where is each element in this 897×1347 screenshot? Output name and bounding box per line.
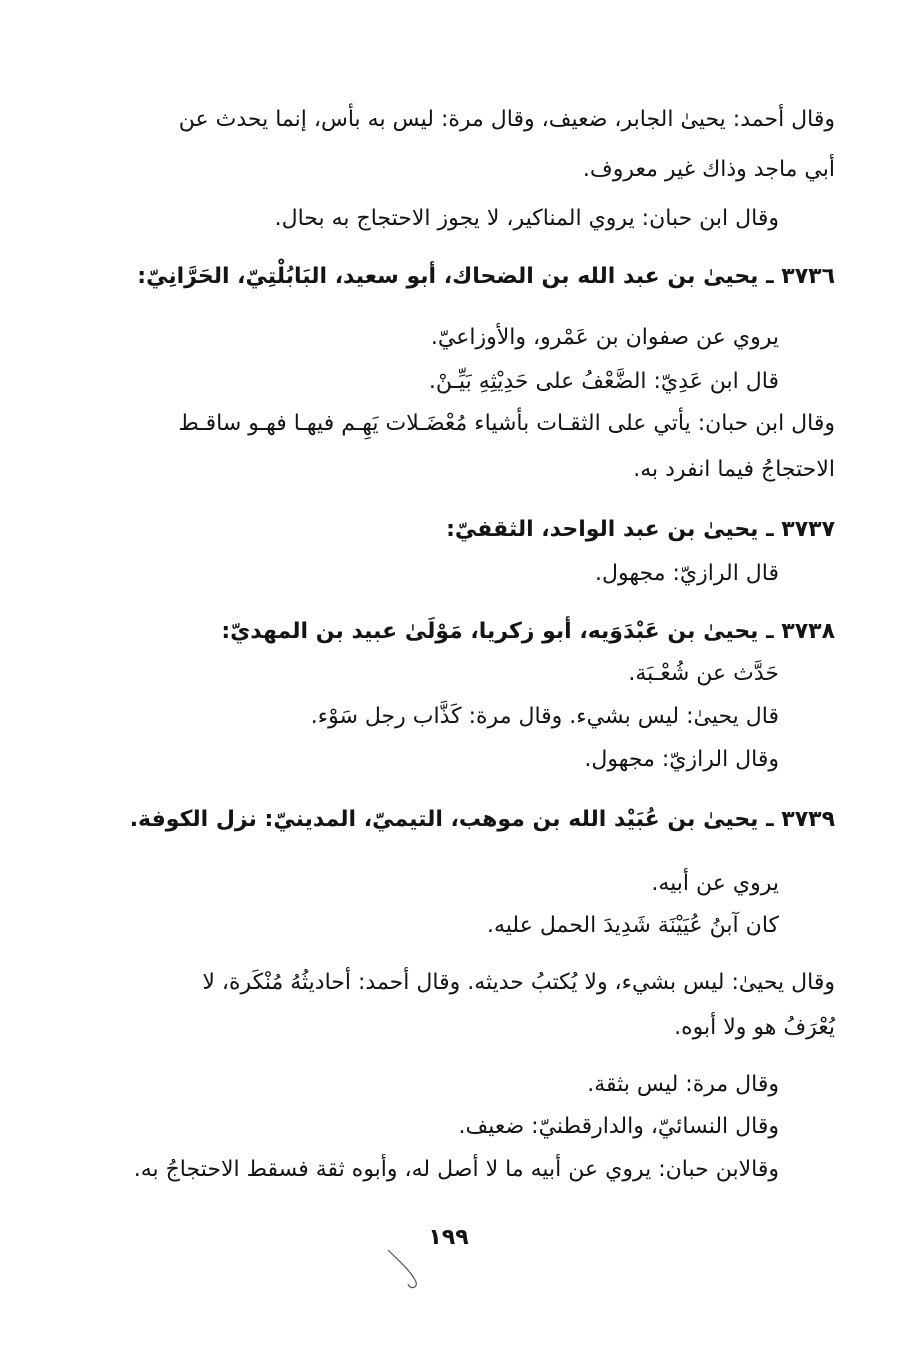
text-line: وقالابن حبان: يروي عن أبيه ما لا أصل له، وأبوه ثقة فسقط الاحتجاجُ به.: [133, 1157, 779, 1182]
entry-heading-3739: ٣٧٣٩ ـ يحيىٰ بن عُبَيْد الله بن موهب، التيميّ، المدينيّ: نزل الكوفة.: [129, 807, 835, 832]
text-line: وقال أحمد: يحيىٰ الجابر، ضعيف، وقال مرة: ليس به بأس، إنما يحدث عن: [178, 107, 835, 132]
text-line: وقال مرة: ليس بثقة.: [587, 1072, 779, 1097]
text-line: وقال النسائيّ، والدارقطنيّ: ضعيف.: [458, 1114, 779, 1139]
entry-heading-3736: ٣٧٣٦ ـ يحيىٰ بن عبد الله بن الضحاك، أبو سعيد، البَابُلْتِيّ، الحَرَّانِيّ:: [137, 264, 835, 289]
text-line: قال الرازيّ: مجهول.: [595, 561, 779, 586]
text-line: يُعْرَفُ هو ولا أبوه.: [674, 1015, 835, 1040]
text-line: وقال ابن حبان: يأتي على الثقـات بأشياء مُعْضَـلات يَهِـم فيهـا فهـو ساقـط: [178, 411, 835, 436]
entry-heading-3738: ٣٧٣٨ ـ يحيىٰ بن عَبْدَوَيه، أبو زكريا، مَوْلَىٰ عبيد بن المهديّ:: [221, 619, 835, 644]
text-line: قال يحيىٰ: ليس بشيء. وقال مرة: كَذَّاب رجل سَوْء.: [310, 704, 779, 729]
text-line: أبي ماجد وذاك غير معروف.: [582, 157, 835, 182]
text-line: وقال يحيىٰ: ليس بشيء، ولا يُكتبُ حديثه. وقال أحمد: أحاديثُهُ مُنْكَرة، لا: [202, 970, 835, 995]
text-line: حَدَّث عن شُعْـبَة.: [628, 661, 779, 686]
text-line: يروي عن صفوان بن عَمْرو، والأوزاعيّ.: [430, 325, 779, 350]
text-line: وقال ابن حبان: يروي المناكير، لا يجوز الاحتجاج به بحال.: [274, 206, 779, 231]
text-line: وقال الرازيّ: مجهول.: [584, 747, 779, 772]
pen-mark-icon: [382, 1246, 432, 1296]
entry-heading-3737: ٣٧٣٧ ـ يحيىٰ بن عبد الواحد، الثقفيّ:: [446, 517, 835, 542]
text-line: الاحتجاجُ فيما انفرد به.: [633, 457, 835, 482]
page-number: ١٩٩: [428, 1225, 469, 1250]
text-line: يروي عن أبيه.: [651, 871, 779, 896]
text-line: كان آبنُ عُيَيْنَة شَدِيدَ الحمل عليه.: [486, 913, 779, 938]
text-line: قال ابن عَدِيّ: الضَّعْفُ على حَدِيْثِهِ بَيِّـنْ.: [428, 369, 779, 394]
